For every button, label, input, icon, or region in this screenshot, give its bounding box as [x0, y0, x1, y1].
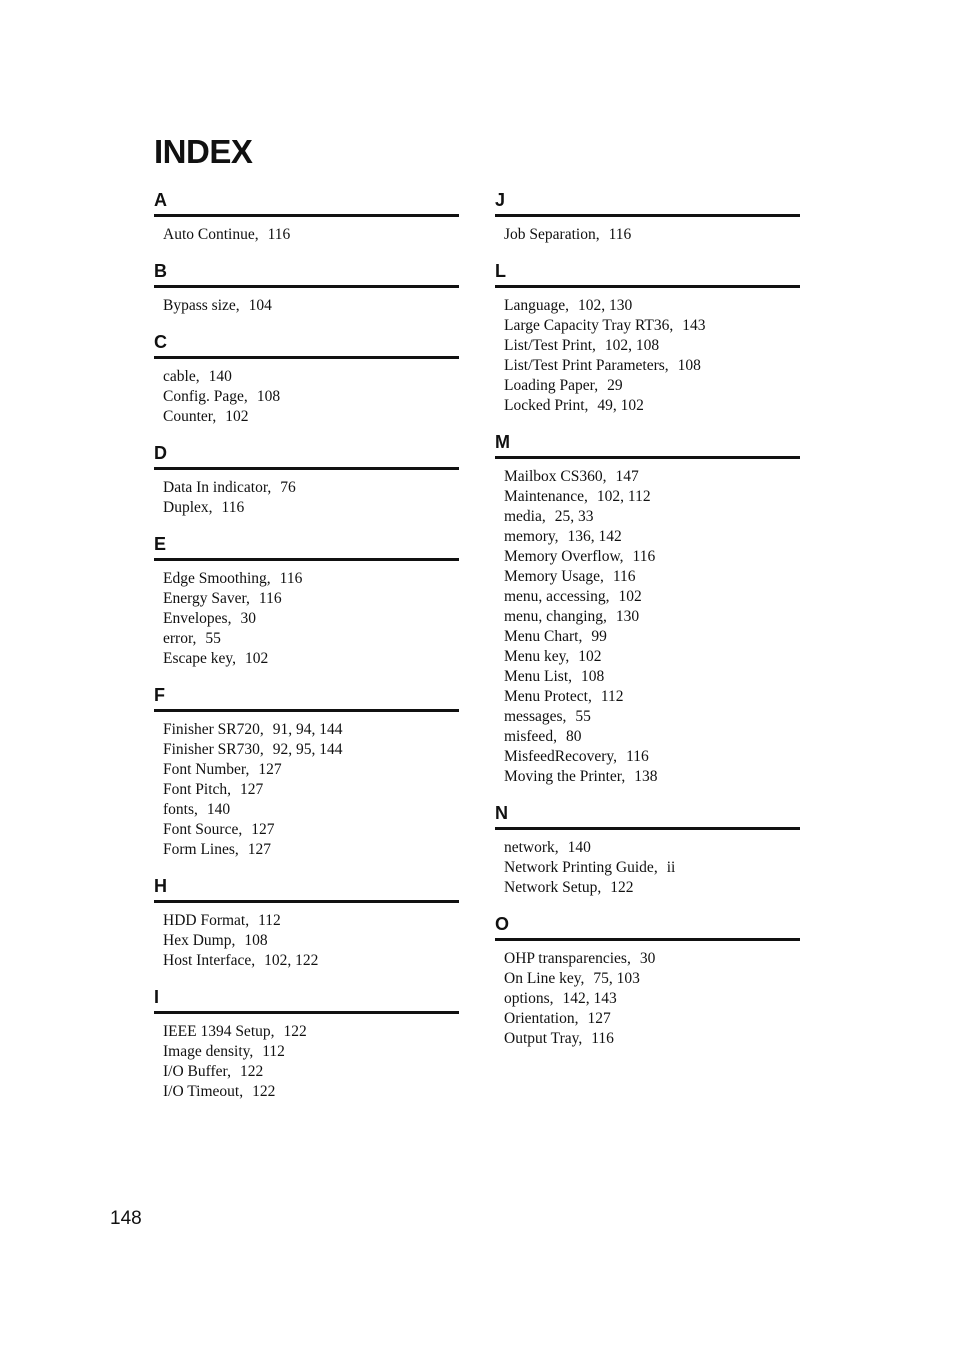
entry-term: cable, [163, 368, 200, 385]
entry-term: Host Interface, [163, 952, 256, 969]
entry-pages: 130 [615, 608, 640, 625]
entry-pages: 122 [283, 1023, 307, 1040]
entry-pages: 116 [591, 1030, 614, 1047]
index-entry [163, 840, 459, 860]
index-entry [163, 407, 459, 427]
entry-term: Menu Protect, [504, 688, 592, 705]
index-entry [504, 838, 800, 858]
section-letter: A [154, 186, 459, 217]
entry-term: Language, [504, 297, 569, 314]
index-entry [504, 376, 800, 396]
entry-term: Output Tray, [504, 1030, 583, 1047]
entry-pages: 29 [607, 377, 623, 394]
index-entry [504, 336, 800, 356]
entry-pages: 147 [615, 468, 639, 485]
entry-pages: 76 [280, 479, 296, 496]
entry-term: Maintenance, [504, 488, 588, 505]
entry-term: IEEE 1394 Setup, [163, 1023, 275, 1040]
entry-pages: 127 [587, 1010, 611, 1027]
entry-pages: 102, 122 [264, 952, 319, 969]
entry-term: Envelopes, [163, 610, 232, 627]
entry-pages: 25, 33 [554, 508, 594, 525]
index-entry [504, 487, 800, 507]
index-section [495, 799, 800, 898]
index-entry [504, 727, 800, 747]
entry-term: Network Setup, [504, 879, 602, 896]
index-section [154, 872, 459, 971]
entry-term: Network Printing Guide, [504, 859, 658, 876]
entry-term: HDD Format, [163, 912, 250, 929]
entry-term: options, [504, 990, 554, 1007]
entry-list [154, 561, 459, 669]
index-section [154, 681, 459, 860]
entry-pages: 122 [252, 1083, 276, 1100]
entry-list [495, 217, 800, 245]
entry-term: fonts, [163, 801, 198, 818]
entry-pages: 104 [248, 297, 272, 314]
section-letter: O [495, 910, 800, 941]
entry-term: List/Test Print Parameters, [504, 357, 669, 374]
index-column-left [154, 186, 459, 1114]
entry-pages: 75, 103 [593, 970, 640, 987]
index-entry [504, 467, 800, 487]
index-entry [504, 567, 800, 587]
section-letter: E [154, 530, 459, 561]
entry-list [154, 288, 459, 316]
entry-term: Config. Page, [163, 388, 248, 405]
entry-pages: 116 [626, 748, 649, 765]
entry-pages: 112 [258, 912, 281, 929]
entry-pages: 116 [279, 570, 303, 587]
entry-term: memory, [504, 528, 559, 545]
entry-term: Edge Smoothing, [163, 570, 271, 587]
entry-pages: 108 [677, 357, 701, 374]
entry-pages: ii [666, 859, 676, 876]
entry-term: Auto Continue, [163, 226, 259, 243]
entry-pages: 122 [239, 1063, 264, 1080]
entry-term: Menu List, [504, 668, 573, 685]
index-entry [163, 367, 459, 387]
entry-pages: 122 [610, 879, 634, 896]
index-section [154, 186, 459, 245]
entry-pages: 55 [575, 708, 591, 725]
entry-pages: 102 [618, 588, 642, 605]
entry-term: Loading Paper, [504, 377, 599, 394]
index-entry [163, 1082, 459, 1102]
index-section [495, 186, 800, 245]
entry-list [495, 459, 800, 787]
index-entry [504, 878, 800, 898]
section-letter: H [154, 872, 459, 903]
index-entry [163, 931, 459, 951]
index-entry [163, 760, 459, 780]
index-entry [163, 951, 459, 971]
index-entry [163, 296, 459, 316]
entry-pages: 102, 112 [596, 488, 651, 505]
entry-pages: 112 [600, 688, 624, 705]
entry-term: Memory Usage, [504, 568, 604, 585]
entry-term: Font Number, [163, 761, 250, 778]
entry-term: Menu Chart, [504, 628, 583, 645]
index-entry [504, 396, 800, 416]
entry-pages: 102, 130 [577, 297, 633, 314]
entry-pages: 136, 142 [567, 528, 622, 545]
index-entry [504, 316, 800, 336]
entry-pages: 108 [581, 668, 605, 685]
entry-pages: 102, 108 [604, 337, 660, 354]
entry-pages: 140 [567, 839, 591, 856]
index-section [495, 428, 800, 787]
page-title: INDEX [154, 133, 253, 170]
index-entry [504, 858, 800, 878]
index-entry [163, 387, 459, 407]
index-section [154, 439, 459, 518]
index-entry [163, 589, 459, 609]
index-entry [163, 478, 459, 498]
entry-pages: 127 [240, 781, 264, 798]
entry-term: Escape key, [163, 650, 237, 667]
section-letter: I [154, 983, 459, 1014]
entry-term: MisfeedRecovery, [504, 748, 618, 765]
index-entry [504, 747, 800, 767]
entry-term: Data In indicator, [163, 479, 272, 496]
entry-list [495, 288, 800, 416]
entry-term: List/Test Print, [504, 337, 596, 354]
entry-pages: 102 [225, 408, 249, 425]
entry-term: Image density, [163, 1043, 254, 1060]
entry-pages: 142, 143 [562, 990, 617, 1007]
entry-pages: 127 [247, 841, 272, 858]
section-letter: B [154, 257, 459, 288]
entry-pages: 102 [245, 650, 269, 667]
section-letter: C [154, 328, 459, 359]
index-section [154, 257, 459, 316]
entry-pages: 116 [258, 590, 282, 607]
entry-pages: 92, 95, 144 [272, 741, 343, 758]
index-section [154, 530, 459, 669]
index-entry [504, 949, 800, 969]
entry-pages: 138 [634, 768, 658, 785]
entry-list [154, 359, 459, 427]
entry-list [495, 941, 800, 1049]
index-entry [504, 356, 800, 376]
index-entry [163, 569, 459, 589]
entry-pages: 30 [639, 950, 656, 967]
index-entry [504, 767, 800, 787]
entry-term: On Line key, [504, 970, 585, 987]
entry-term: I/O Buffer, [163, 1063, 231, 1080]
entry-term: Locked Print, [504, 397, 589, 414]
entry-term: Job Separation, [504, 226, 600, 243]
index-entry [504, 667, 800, 687]
entry-term: Font Source, [163, 821, 243, 838]
entry-list [154, 470, 459, 518]
index-column-right [495, 186, 800, 1061]
entry-pages: 116 [221, 499, 245, 516]
index-entry [163, 225, 459, 245]
index-entry [163, 609, 459, 629]
entry-term: Duplex, [163, 499, 213, 516]
entry-term: messages, [504, 708, 567, 725]
index-section [154, 983, 459, 1102]
entry-pages: 143 [682, 317, 706, 334]
entry-term: Menu key, [504, 648, 570, 665]
entry-pages: 91, 94, 144 [272, 721, 343, 738]
entry-term: menu, accessing, [504, 588, 610, 605]
entry-list [154, 217, 459, 245]
entry-list [154, 712, 459, 860]
entry-pages: 99 [591, 628, 607, 645]
index-entry [163, 820, 459, 840]
entry-pages: 80 [565, 728, 582, 745]
entry-term: menu, changing, [504, 608, 607, 625]
index-entry [504, 627, 800, 647]
entry-term: Finisher SR730, [163, 741, 264, 758]
entry-pages: 116 [608, 226, 632, 243]
entry-pages: 108 [256, 388, 281, 405]
section-letter: J [495, 186, 800, 217]
index-entry [163, 1042, 459, 1062]
index-entry [504, 1009, 800, 1029]
index-entry [504, 607, 800, 627]
entry-term: Bypass size, [163, 297, 240, 314]
entry-pages: 102 [578, 648, 602, 665]
index-section [495, 257, 800, 416]
index-entry [504, 687, 800, 707]
entry-pages: 127 [258, 761, 282, 778]
entry-pages: 116 [632, 548, 656, 565]
entry-pages: 140 [206, 801, 231, 818]
entry-pages: 127 [251, 821, 275, 838]
index-section [495, 910, 800, 1049]
index-entry [504, 989, 800, 1009]
index-entry [504, 647, 800, 667]
entry-term: Mailbox CS360, [504, 468, 607, 485]
index-entry [163, 720, 459, 740]
entry-pages: 55 [205, 630, 221, 647]
entry-pages: 140 [208, 368, 232, 385]
entry-pages: 30 [240, 610, 256, 627]
section-letter: M [495, 428, 800, 459]
entry-term: Memory Overflow, [504, 548, 624, 565]
section-letter: F [154, 681, 459, 712]
index-entry [163, 649, 459, 669]
entry-pages: 116 [267, 226, 291, 243]
index-entry [163, 740, 459, 760]
index-entry [504, 707, 800, 727]
entry-term: Hex Dump, [163, 932, 236, 949]
entry-term: Energy Saver, [163, 590, 250, 607]
section-letter: L [495, 257, 800, 288]
entry-term: media, [504, 508, 546, 525]
entry-pages: 116 [612, 568, 636, 585]
entry-term: Finisher SR720, [163, 721, 264, 738]
entry-term: Form Lines, [163, 841, 239, 858]
entry-pages: 112 [262, 1043, 285, 1060]
index-entry [163, 1062, 459, 1082]
entry-term: Moving the Printer, [504, 768, 626, 785]
entry-term: OHP transparencies, [504, 950, 631, 967]
index-entry [504, 507, 800, 527]
entry-term: I/O Timeout, [163, 1083, 244, 1100]
index-entry [163, 1022, 459, 1042]
index-entry [163, 629, 459, 649]
entry-term: network, [504, 839, 559, 856]
index-entry [504, 969, 800, 989]
entry-term: Large Capacity Tray RT36, [504, 317, 674, 334]
index-entry [504, 296, 800, 316]
entry-term: Counter, [163, 408, 217, 425]
index-entry [163, 780, 459, 800]
section-letter: N [495, 799, 800, 830]
index-entry [504, 587, 800, 607]
page-number: 148 [110, 1208, 142, 1229]
index-entry [504, 547, 800, 567]
entry-list [154, 903, 459, 971]
entry-term: Font Pitch, [163, 781, 232, 798]
index-entry [163, 498, 459, 518]
entry-list [154, 1014, 459, 1102]
entry-term: Orientation, [504, 1010, 579, 1027]
index-entry [504, 527, 800, 547]
index-entry [504, 225, 800, 245]
entry-term: error, [163, 630, 197, 647]
entry-pages: 108 [244, 932, 268, 949]
section-letter: D [154, 439, 459, 470]
index-entry [504, 1029, 800, 1049]
entry-pages: 49, 102 [597, 397, 644, 414]
index-entry [163, 800, 459, 820]
index-section [154, 328, 459, 427]
index-entry [163, 911, 459, 931]
entry-term: misfeed, [504, 728, 557, 745]
entry-list [495, 830, 800, 898]
